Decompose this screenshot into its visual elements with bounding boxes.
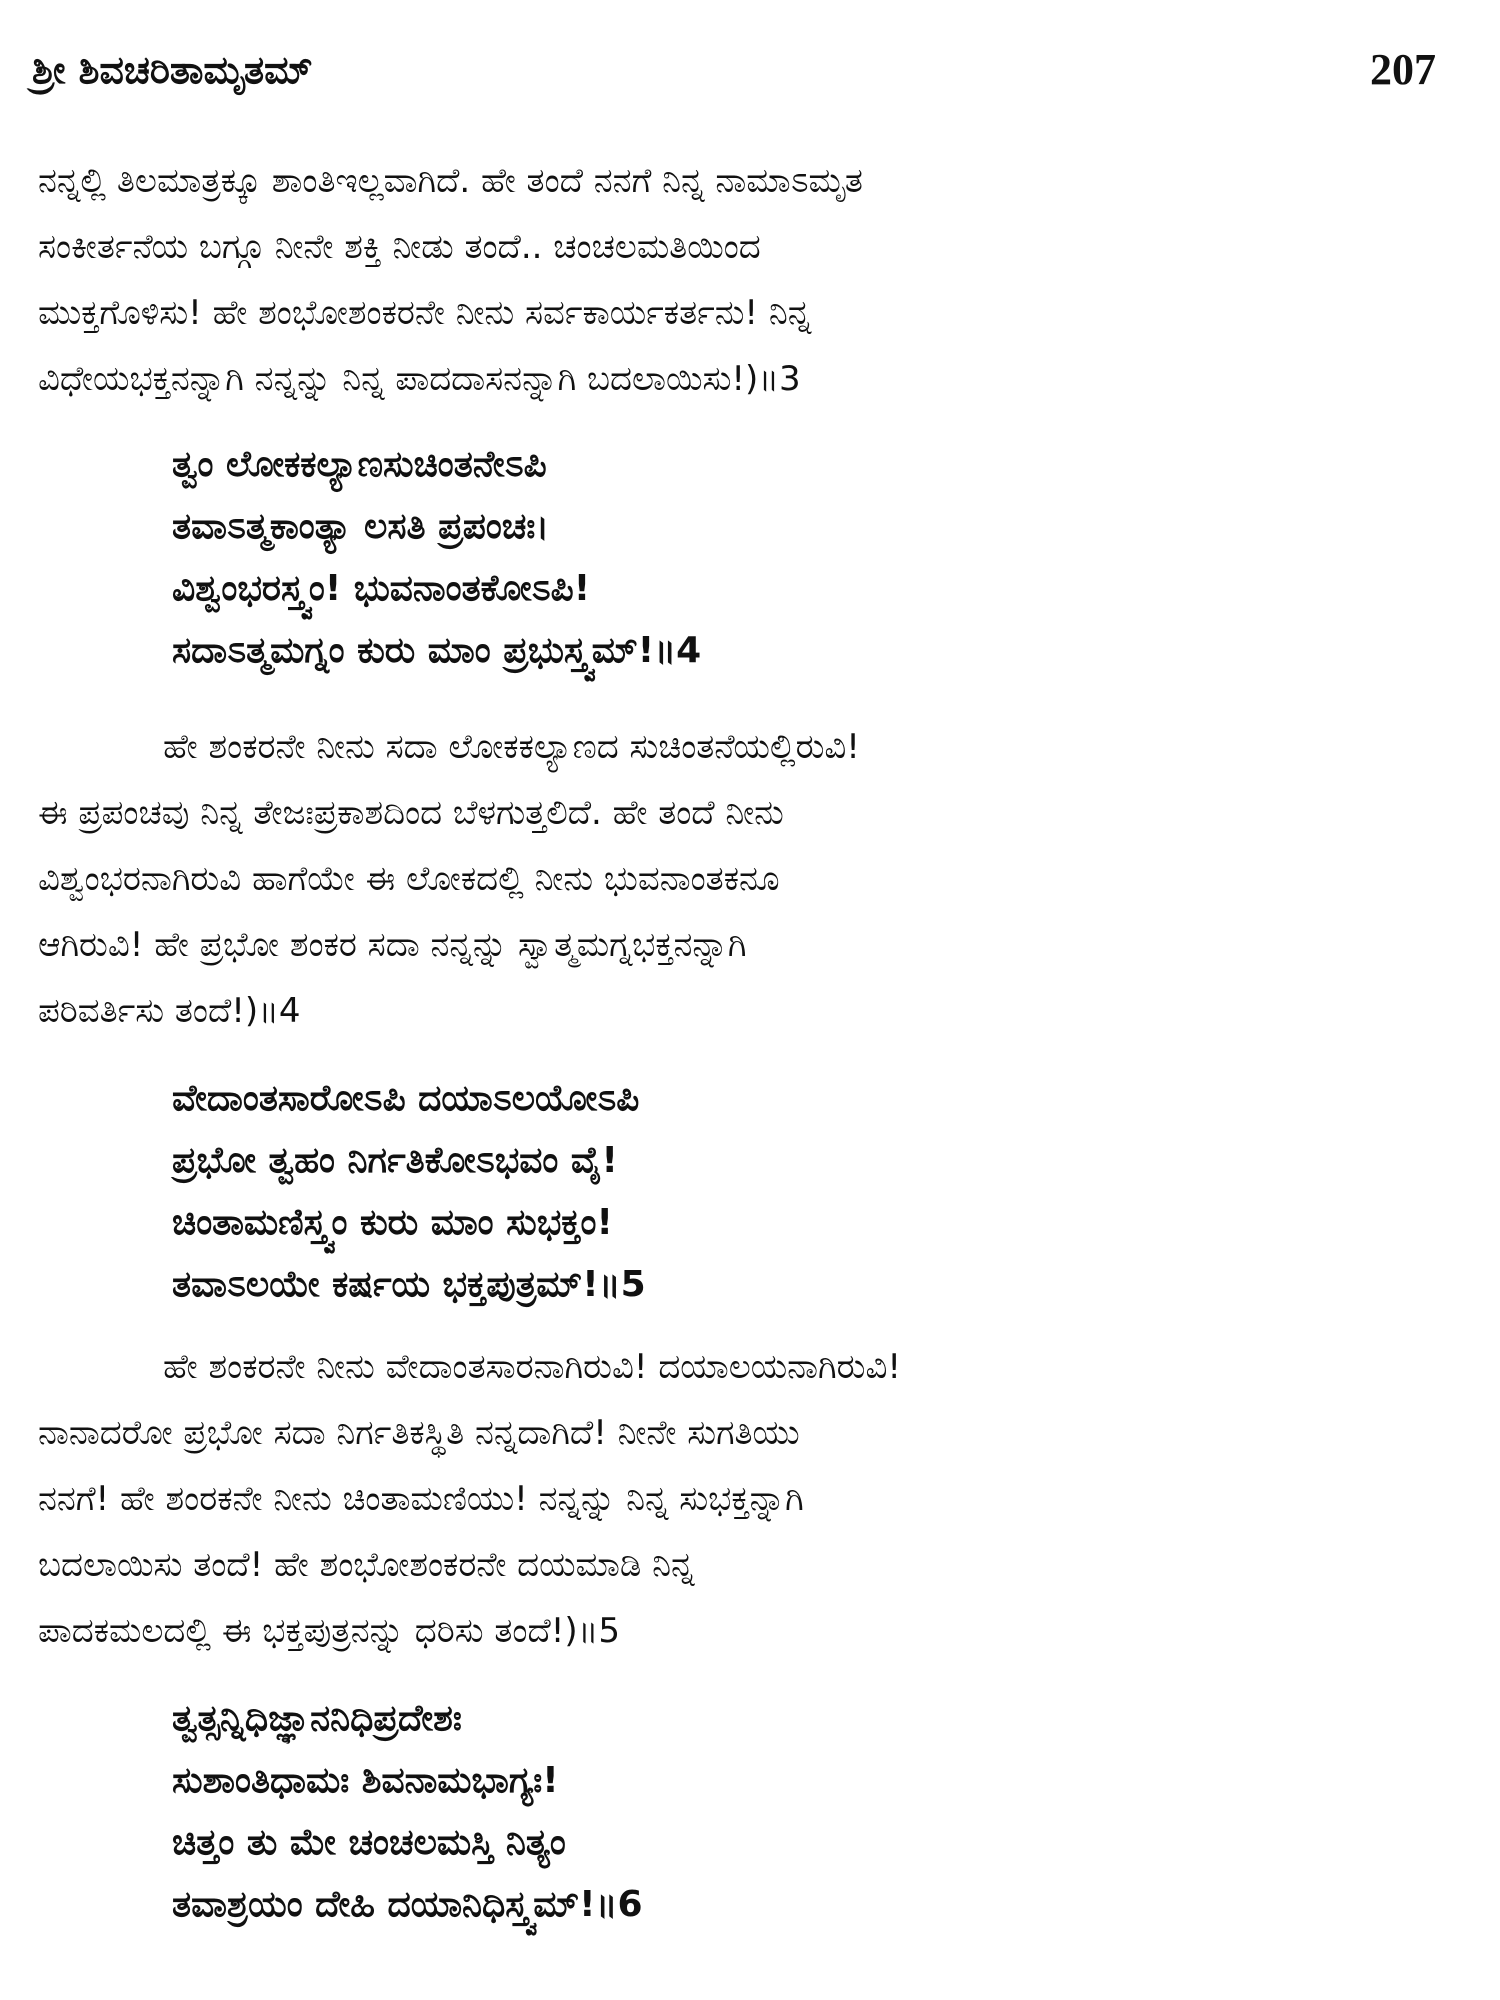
paragraph-line: ನನ್ನಲ್ಲಿ ತಿಲಮಾತ್ರಕ್ಕೂ ಶಾಂತಿಇಲ್ಲವಾಗಿದೆ. ಹೇ ತಂದೆ ನನಗೆ ನಿನ್ನ ನಾಮಾಽಮೃತ <box>38 161 863 201</box>
verse-line: ತ್ವಂ ಲೋಕಕಲ್ಯಾಣಸುಚಿಂತನೇಽಪಿ <box>172 444 547 485</box>
verse-line: ಸದಾಽತ್ಮಮಗ್ನಂ ಕುರು ಮಾಂ ಪ್ರಭುಸ್ತ್ವಮ್!॥4 <box>172 630 702 671</box>
paragraph-line: ಆಗಿರುವಿ! ಹೇ ಪ್ರಭೋ ಶಂಕರ ಸದಾ ನನ್ನನ್ನು ಸ್ವಾತ್ಮಮಗ್ನಭಕ್ತನನ್ನಾಗಿ <box>38 925 747 965</box>
verse-6 <box>172 1688 1392 1936</box>
verse-line: ಸುಶಾಂತಿಧಾಮಃ ಶಿವನಾಮಭಾಗ್ಯಃ! <box>172 1760 559 1801</box>
paragraph-3 <box>38 1334 1438 1664</box>
paragraph-line: ನಾನಾದರೋ ಪ್ರಭೋ ಸದಾ ನಿರ್ಗತಿಕಸ್ಥಿತಿ ನನ್ನದಾಗಿದೆ! ನೀನೇ ಸುಗತಿಯು <box>38 1413 800 1453</box>
running-title: ಶ್ರೀ ಶಿವಚರಿತಾಮೃತಮ್ <box>32 48 313 92</box>
page-number: 207 <box>1370 45 1436 94</box>
paragraph-line: ಹೇ ಶಂಕರನೇ ನೀನು ವೇದಾಂತಸಾರನಾಗಿರುವಿ! ದಯಾಲಯನಾಗಿರುವಿ! <box>163 1347 902 1387</box>
verse-line: ತವಾಽಲಯೇ ಕರ್ಷಯ ಭಕ್ತಪುತ್ರಮ್!॥5 <box>172 1264 646 1305</box>
paragraph-line: ಪರಿವರ್ತಿಸು ತಂದೆ!)॥4 <box>38 991 301 1031</box>
paragraph-line: ನನಗೆ! ಹೇ ಶಂರಕನೇ ನೀನು ಚಿಂತಾಮಣಿಯು! ನನ್ನನ್ನು ನಿನ್ನ ಸುಭಕ್ತನ್ನಾಗಿ <box>38 1479 804 1519</box>
paragraph-line: ಸಂಕೀರ್ತನೆಯ ಬಗ್ಗೂ ನೀನೇ ಶಕ್ತಿ ನೀಡು ತಂದೆ.. ಚಂಚಲಮತಿಯಿಂದ <box>38 227 761 267</box>
verse-line: ವಿಶ್ವಂಭರಸ್ತ್ವಂ! ಭುವನಾಂತಕೋಽಪಿ! <box>172 568 591 609</box>
paragraph-line: ಪಾದಕಮಲದಲ್ಲಿ ಈ ಭಕ್ತಪುತ್ರನನ್ನು ಧರಿಸು ತಂದೆ!)॥5 <box>38 1611 621 1651</box>
verse-line: ತವಾಶ್ರಯಂ ದೇಹಿ ದಯಾನಿಧಿಸ್ತ್ವಮ್!॥6 <box>172 1884 643 1925</box>
paragraph-line: ಈ ಪ್ರಪಂಚವು ನಿನ್ನ ತೇಜಃಪ್ರಕಾಶದಿಂದ ಬೆಳಗುತ್ತಲಿದೆ. ಹೇ ತಂದೆ ನೀನು <box>38 793 784 833</box>
verse-line: ಚಿಂತಾಮಣಿಸ್ತ್ವಂ ಕುರು ಮಾಂ ಸುಭಕ್ತಂ! <box>172 1202 613 1243</box>
verse-line: ವೇದಾಂತಸಾರೋಽಪಿ ದಯಾಽಲಯೋಽಪಿ <box>172 1078 640 1119</box>
verse-4 <box>172 434 1392 682</box>
verse-line: ಚಿತ್ತಂ ತು ಮೇ ಚಂಚಲಮಸ್ತಿ ನಿತ್ಯಂ <box>172 1822 566 1863</box>
paragraph-2 <box>38 714 1438 1044</box>
page-header <box>32 45 1436 108</box>
verse-5 <box>172 1068 1392 1316</box>
paragraph-line: ಹೇ ಶಂಕರನೇ ನೀನು ಸದಾ ಲೋಕಕಲ್ಯಾಣದ ಸುಚಿಂತನೆಯಲ್ಲಿರುವಿ! <box>163 727 860 767</box>
paragraph-line: ಮುಕ್ತಗೊಳಿಸು! ಹೇ ಶಂಭೋಶಂಕರನೇ ನೀನು ಸರ್ವಕಾರ್ಯಕರ್ತನು! ನಿನ್ನ <box>38 293 812 333</box>
verse-line: ಪ್ರಭೋ ತ್ವಹಂ ನಿರ್ಗತಿಕೋಽಭವಂ ವೈ! <box>172 1140 618 1181</box>
paragraph-line: ವಿಶ್ವಂಭರನಾಗಿರುವಿ ಹಾಗೆಯೇ ಈ ಲೋಕದಲ್ಲಿ ನೀನು ಭುವನಾಂತಕನೂ <box>38 859 780 899</box>
paragraph-line: ಬದಲಾಯಿಸು ತಂದೆ! ಹೇ ಶಂಭೋಶಂಕರನೇ ದಯಮಾಡಿ ನಿನ್ನ <box>38 1545 695 1585</box>
verse-line: ತವಾಽತ್ಮಕಾಂತ್ಯಾ ಲಸತಿ ಪ್ರಪಂಚಃ। <box>172 506 550 547</box>
paragraph-line: ವಿಧೇಯಭಕ್ತನನ್ನಾಗಿ ನನ್ನನ್ನು ನಿನ್ನ ಪಾದದಾಸನನ್ನಾಗಿ ಬದಲಾಯಿಸು!)॥3 <box>38 359 801 399</box>
verse-line: ತ್ವತ್ಸನ್ನಿಧಿಜ್ಞಾನನಿಧಿಪ್ರದೇಶಃ <box>172 1698 462 1739</box>
paragraph-1 <box>38 148 1438 412</box>
